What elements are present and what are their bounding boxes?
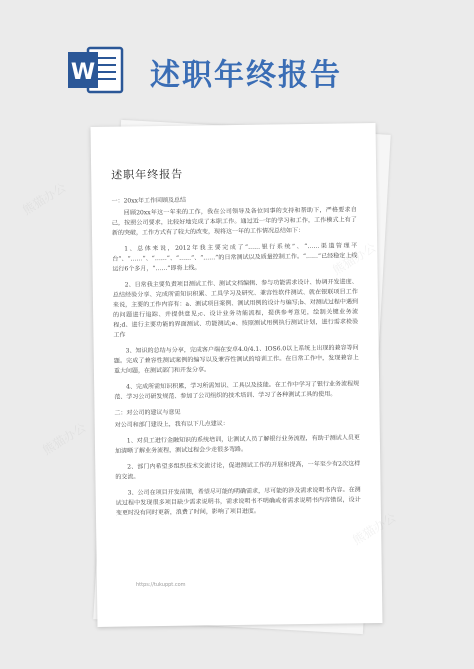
page-title: 述职年终报告 — [150, 58, 342, 93]
paragraph-item-1: 1、总体来说，2012年我主要完成了“……银行系统”、“……渠道管理平台”、“……”、“……”、“……”、“……”的日常测试以及质量控制工作。“……”已经稳定上线运行6个多月，“……”即将上线。 — [112, 242, 358, 273]
watermark: 熊猫办公 — [40, 420, 89, 458]
paragraph-suggestion-1: 1、对员工进行金融知识的系统培训，让测试人员了解银行业务流程，有助于测试人员更加清晰了解业务流程，测试过程会少走很多弯路。 — [115, 434, 360, 455]
document-title: 述职年终报告 — [111, 167, 184, 182]
source-url: https://tukuppt.com — [136, 582, 186, 588]
paragraph-suggestions-intro: 对公司和部门建设上，我有以下几点建议： — [114, 420, 229, 429]
paragraph-suggestion-3: 3、公司在项目开发前期，希望尽可能的明确需求，尽可能的涉及需求说明书内容。在测试过程中发现很多项目缺少需求说明书，需求说明书不明确或者需求说明书内容错误，设计变更时没有同时更新，浪费了时间，影响了项目进度。 — [115, 486, 361, 517]
paragraph-item-3: 3、知识的总结与分享，完成客户端在安卓4.0/4.1、IOS6.0以上系统上出现的兼容等问题。完成了兼容性测试案例的编写以及兼容性测试的培训工作。在日常工作中，发现兼容上重大问题，在测试部门和开发分享。 — [113, 344, 359, 375]
paragraph-suggestion-2: 2、部门内希望多组织技术交流讨论，促进测试工作的开展和提高，一年至少有2次这样的交流。 — [115, 460, 361, 481]
document-paper — [91, 123, 383, 627]
section-heading-suggestions: 二：对公司的建议与意见 — [114, 408, 181, 417]
paragraph-item-2: 2、日常我主要负责项目测试工作、测试文档编辑、参与功能需求设计、协调开发进度、总结经验分享、完成所需知识积累、工具学习及研究、兼容性软件测试、就在银联项目工作来说，主要的工作内容有：a、测试项目案例、测试用例的设计与编写;b、对测试过程中遇到的问题进行追踪、并提供意见;c、设计业务功能流程，提供参考意见，绘制关键业务流程;d、进行主要功能的界面测试、功能测试;e、按照测试用例执行测试计划，进行需求检验工作 — [112, 278, 359, 339]
page-header — [0, 0, 474, 130]
word-document-icon — [66, 42, 126, 98]
paragraph-item-4: 4、完成所需知识积累，学习所需知识、工具以及技能。在工作中学习了银行业务流程规范、学习公司研发规范、参加了公司组织的技术培训、学习了各种测试工具的使用。 — [114, 380, 360, 401]
watermark: 熊猫办公 — [20, 180, 69, 218]
word-icon-letter: W — [70, 60, 96, 85]
section-heading-review: 一：20xx年工作回顾及总结 — [111, 196, 187, 205]
document-body — [91, 123, 381, 519]
paragraph-intro: 回顾20xx年这一年来的工作，我在公司领导及各位同事的支持和帮助下，严格要求自己，按照公司要求，比较好地完成了本职工作。通过近一年的学习和工作，工作模式上有了新的突破，工作方式有了较大的改变，现将这一年的工作情况总结如下： — [111, 206, 357, 237]
